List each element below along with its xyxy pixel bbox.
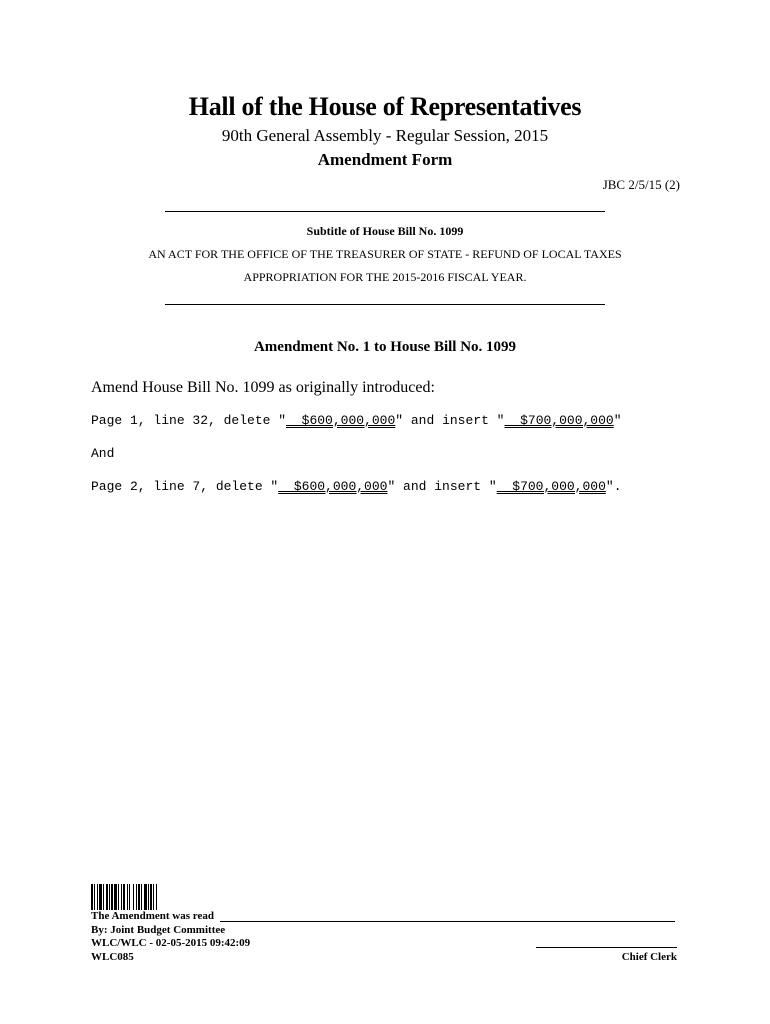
instruction-suffix: ". <box>605 479 622 494</box>
document-title: Hall of the House of Representatives <box>188 92 582 121</box>
amendment-instruction-1 <box>91 413 622 428</box>
drafter-timestamp: WLC/WLC - 02-05-2015 09:42:09 <box>91 937 251 949</box>
amendment-number: Amendment No. 1 to House Bill No. 1099 <box>253 339 517 355</box>
amendment-instruction-2 <box>91 479 622 494</box>
session-line: 90th General Assembly - Regular Session, 2015 <box>221 126 549 145</box>
reference-code: JBC 2/5/15 (2) <box>602 177 680 192</box>
form-name: Amendment Form <box>317 150 453 169</box>
insert-amount: $700,000,000 <box>496 479 606 494</box>
amendment-intro: Amend House Bill No. 1099 as originally introduced: <box>91 379 435 396</box>
act-title-line-2: APPROPRIATION FOR THE 2015-2016 FISCAL YEAR. <box>243 270 527 284</box>
instruction-prefix: Page 2, line 7, delete " <box>91 479 279 494</box>
instruction-middle: " and insert " <box>395 413 505 428</box>
chief-clerk-label: Chief Clerk <box>621 951 677 963</box>
delete-amount: $600,000,000 <box>278 479 388 494</box>
sponsor-line: By: Joint Budget Committee <box>91 924 226 936</box>
clerk-signature-line <box>536 947 677 948</box>
bottom-divider <box>165 304 605 305</box>
instruction-suffix: " <box>613 413 622 428</box>
instruction-prefix: Page 1, line 32, delete " <box>91 413 287 428</box>
barcode-icon <box>91 884 181 910</box>
amendment-read-label: The Amendment was read <box>91 910 214 922</box>
act-title-line-1: AN ACT FOR THE OFFICE OF THE TREASURER OF STATE - REFUND OF LOCAL TAXES <box>148 247 622 261</box>
instruction-middle: " and insert " <box>387 479 497 494</box>
read-signature-line <box>220 921 675 922</box>
bill-subtitle: Subtitle of House Bill No. 1099 <box>306 224 464 238</box>
document-code: WLC085 <box>91 951 134 963</box>
insert-amount: $700,000,000 <box>504 413 614 428</box>
and-connector: And <box>91 446 115 461</box>
delete-amount: $600,000,000 <box>286 413 396 428</box>
top-divider <box>165 211 605 212</box>
